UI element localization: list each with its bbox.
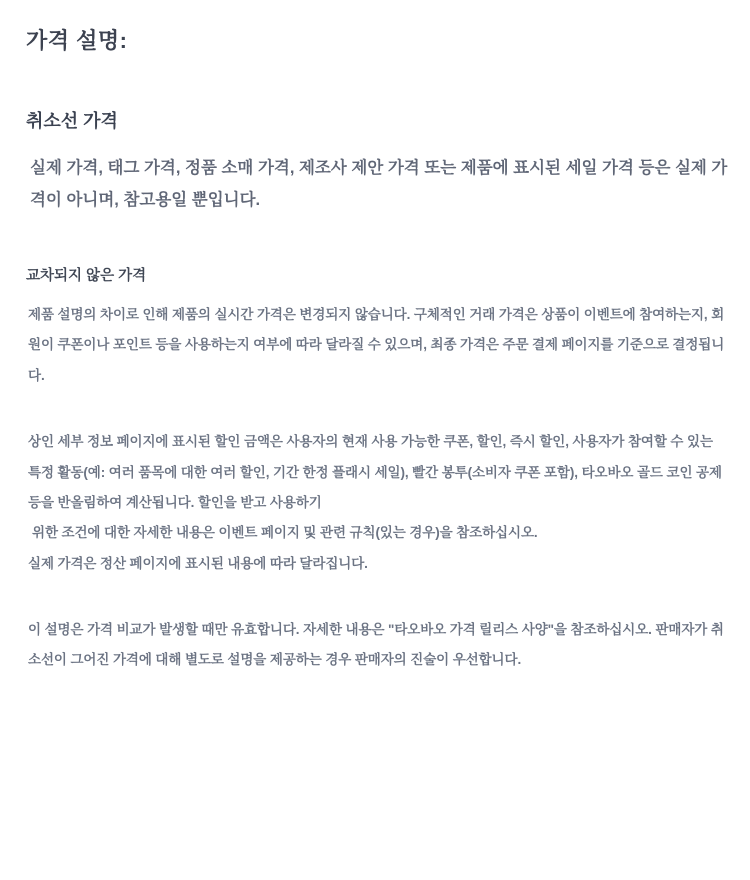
paragraph-settlement-page: 실제 가격은 정산 페이지에 표시된 내용에 따라 달라집니다. xyxy=(28,555,368,571)
lead-paragraph-strikethrough-price: 실제 가격, 태그 가격, 정품 소매 가격, 제조사 제안 가격 또는 제품에 표시된 세일 가격 등은 실제 가격이 아니며, 참고용일 뿐입니다. xyxy=(30,158,728,210)
paragraph-discount-calculation: 상인 세부 정보 페이지에 표시된 할인 금액은 사용자의 현재 사용 가능한 쿠폰, 할인, 즉시 할인, 사용자가 참여할 수 있는 특정 활동(예: 여러 품목에 대한 여러 할인, 기간 한정 플래시 세일), 빨간 봉투(소비자 쿠폰 포함), 타오바오 골드 코인 공제 등을 반올림하여 계산됩니다. 할인을 받고 사용하기 xyxy=(28,434,722,510)
paragraph-price-comparison-notice: 이 설명은 가격 비교가 발생할 때만 유효합니다. 자세한 내용은 "타오바오 가격 릴리스 사양"을 참조하십시오. 판매자가 취소선이 그어진 가격에 대해 별도로 설명을 제공하는 경우 판매자의 진술이 우선합니다. xyxy=(28,622,724,668)
section-heading-non-crossed-price: 교차되지 않은 가격 xyxy=(26,268,147,285)
section-heading-strikethrough-price: 취소선 가격 xyxy=(26,110,118,131)
paragraph-realtime-price: 제품 설명의 차이로 인해 제품의 실시간 가격은 변경되지 않습니다. 구체적인 거래 가격은 상품이 이벤트에 참여하는지, 회원이 쿠폰이나 포인트 등을 사용하는지 여부에 따라 달라질 수 있으며, 최종 가격은 주문 결제 페이지를 기준으로 결정됩니다. xyxy=(28,307,725,383)
paragraph-discount-conditions: 위한 조건에 대한 자세한 내용은 이벤트 페이지 및 관련 규칙(있는 경우)을 참조하십시오. xyxy=(32,525,538,541)
page-title: 가격 설명: xyxy=(26,28,128,53)
